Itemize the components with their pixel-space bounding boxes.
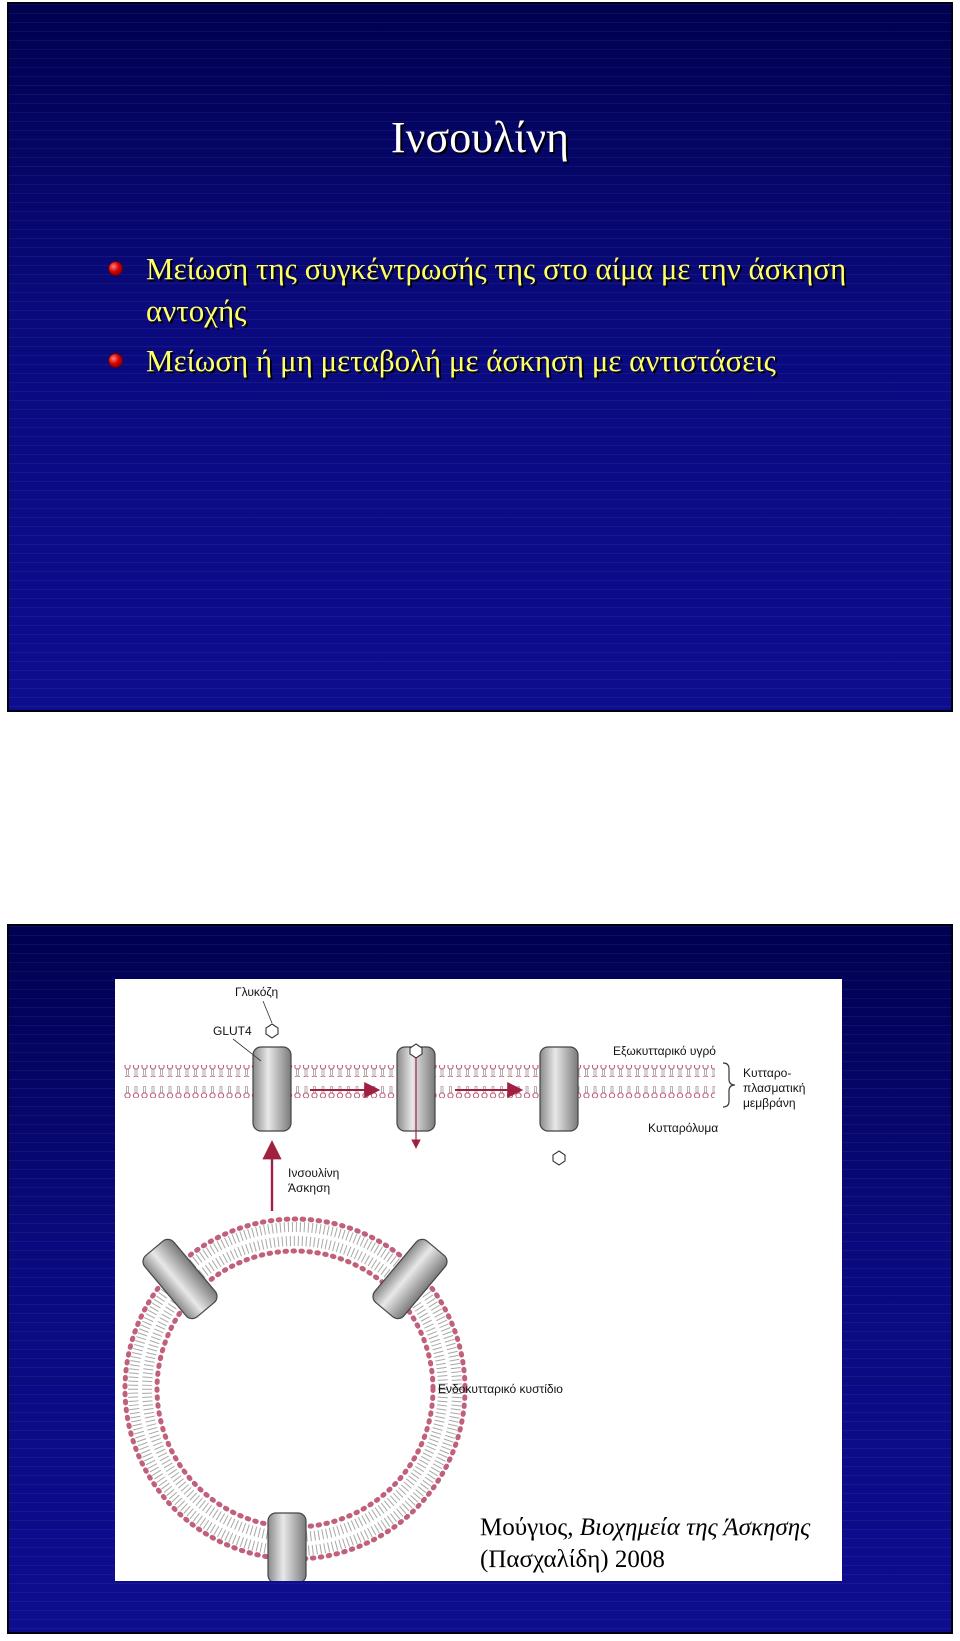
citation-author: Μούγιος, (480, 1514, 574, 1541)
bullet-list (109, 248, 909, 390)
slide-1 (7, 2, 953, 712)
glut4-diagram (115, 979, 842, 1581)
citation (480, 1512, 950, 1576)
diagram-svg (115, 979, 842, 1581)
bullet-icon (109, 354, 122, 367)
bullet-item (109, 248, 909, 332)
bullet-item (109, 340, 909, 382)
glucose-label: Γλυκόζη (235, 985, 279, 999)
bullet-text: Μείωση ή μη μεταβολή με άσκηση με αντιστάσεις (146, 343, 776, 378)
membrane-label-2: πλασματική (743, 1081, 806, 1095)
insulin-label: Ινσουλίνη (288, 1166, 340, 1180)
glucose-icon (266, 1024, 278, 1038)
glut4-label: GLUT4 (213, 1024, 252, 1038)
glut4-transporter (268, 1513, 306, 1581)
glut4-transporter (370, 1236, 451, 1322)
glut4-transporter (140, 1236, 221, 1322)
citation-publisher: (Πασχαλίδη) 2008 (480, 1546, 665, 1573)
bullet-icon (109, 262, 122, 275)
slide-title: Ινσουλίνη (390, 113, 570, 162)
citation-line-1 (480, 1512, 950, 1544)
extracellular-label: Εξωκυτταρικό υγρό (613, 1044, 716, 1058)
membrane-label-3: μεμβράνη (743, 1096, 796, 1110)
exercise-label: Άσκηση (288, 1181, 331, 1195)
bullet-text: Μείωση της συγκέντρωσής της στο αίμα με την άσκηση αντοχής (146, 251, 847, 328)
cytosol-label: Κυτταρόλυμα (648, 1121, 719, 1135)
glucose-icon (553, 1151, 565, 1165)
glut4-transporter (397, 1047, 435, 1147)
citation-book: Βιοχημεία της Άσκησης (579, 1514, 811, 1541)
glut4-transporter (540, 1047, 578, 1131)
vesicle-label: Ενδοκυτταρικό κυστίδιο (438, 1382, 563, 1396)
membrane-label-1: Κυτταρο- (743, 1066, 792, 1080)
